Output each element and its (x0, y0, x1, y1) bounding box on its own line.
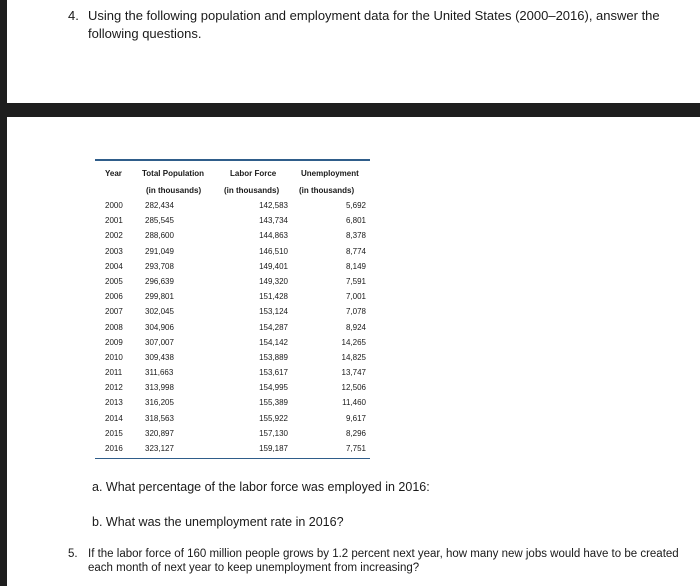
cell-year: 2005 (105, 276, 123, 286)
question-4 (68, 7, 678, 43)
header-population: Total Population (142, 169, 205, 178)
cell-population: 320,897 (145, 428, 174, 438)
cell-unemployment: 8,296 (345, 428, 366, 438)
table-row (95, 321, 370, 336)
question-4-text: Using the following population and employment data for the United States (2000–2016), answer the following questions. (88, 8, 660, 41)
cell-population: 318,563 (145, 413, 174, 423)
cell-labor-force: 153,617 (259, 368, 288, 378)
cell-year: 2004 (105, 261, 123, 271)
cell-population: 291,049 (145, 246, 174, 256)
cell-labor-force: 159,187 (259, 444, 288, 453)
cell-labor-force: 142,583 (259, 201, 288, 210)
table-row (95, 366, 370, 381)
cell-unemployment: 8,149 (345, 261, 366, 271)
cell-labor-force: 149,320 (259, 276, 288, 286)
cell-population: 307,007 (145, 337, 174, 347)
cell-labor-force: 153,889 (259, 352, 288, 362)
cell-year: 2000 (105, 201, 123, 210)
cell-unemployment: 14,265 (341, 337, 366, 347)
cell-labor-force: 154,995 (259, 383, 288, 393)
table-row (95, 290, 370, 305)
question-a: a. What percentage of the labor force was employed in 2016: (92, 480, 430, 494)
cell-year: 2015 (105, 428, 123, 438)
cell-year: 2009 (105, 337, 123, 347)
cell-year: 2001 (105, 216, 123, 226)
cell-unemployment: 7,591 (345, 276, 366, 286)
header-labor-unit: (in thousands) (224, 186, 280, 195)
cell-labor-force: 154,142 (259, 337, 288, 347)
question-5-number: 5. (68, 548, 78, 560)
cell-year: 2002 (105, 231, 123, 241)
cell-year: 2011 (105, 368, 123, 378)
cell-population: 288,600 (145, 231, 174, 241)
cell-labor-force: 157,130 (259, 428, 288, 438)
cell-labor-force: 146,510 (259, 246, 288, 256)
cell-unemployment: 6,801 (345, 216, 366, 226)
cell-year: 2016 (105, 444, 123, 453)
cell-year: 2006 (105, 292, 123, 302)
cell-year: 2007 (105, 307, 123, 317)
table-row (95, 199, 370, 214)
table-row (95, 351, 370, 366)
table-row (95, 229, 370, 244)
cell-unemployment: 14,825 (341, 352, 366, 362)
cell-labor-force: 151,428 (259, 292, 288, 302)
cell-population: 304,906 (145, 322, 174, 332)
cell-population: 299,801 (145, 292, 174, 302)
cell-unemployment: 11,460 (342, 398, 366, 408)
table-row (95, 305, 370, 320)
cell-unemployment: 7,751 (345, 444, 366, 453)
cell-year: 2010 (105, 352, 123, 362)
cell-year: 2012 (105, 383, 123, 393)
separator-band (0, 103, 700, 117)
table-row (95, 336, 370, 351)
header-year: Year (105, 169, 122, 178)
table-row (95, 427, 370, 442)
cell-unemployment: 12,506 (341, 383, 366, 393)
table-top-rule (95, 159, 370, 161)
cell-population: 282,434 (145, 201, 174, 210)
cell-population: 313,998 (145, 383, 174, 393)
cell-unemployment: 7,001 (345, 292, 366, 302)
question-5 (68, 547, 688, 575)
table-row (95, 381, 370, 396)
data-table (95, 199, 370, 457)
cell-year: 2014 (105, 413, 123, 423)
cell-labor-force: 143,734 (259, 216, 288, 226)
cell-unemployment: 8,774 (345, 246, 366, 256)
table-row (95, 412, 370, 427)
cell-unemployment: 9,617 (345, 413, 366, 423)
cell-population: 316,205 (145, 398, 174, 408)
cell-labor-force: 144,863 (259, 231, 288, 241)
cell-unemployment: 8,924 (345, 322, 366, 332)
cell-population: 323,127 (145, 444, 174, 453)
cell-labor-force: 155,389 (259, 398, 288, 408)
table-row (95, 214, 370, 229)
header-labor: Labor Force (230, 169, 277, 178)
cell-year: 2013 (105, 398, 123, 408)
cell-population: 302,045 (145, 307, 174, 317)
cell-population: 311,663 (145, 368, 174, 378)
cell-unemployment: 5,692 (345, 201, 366, 210)
cell-labor-force: 153,124 (259, 307, 288, 317)
cell-labor-force: 149,401 (259, 261, 288, 271)
cell-population: 296,639 (145, 276, 174, 286)
cell-unemployment: 13,747 (341, 368, 366, 378)
table-row (95, 442, 370, 457)
cell-population: 309,438 (145, 352, 174, 362)
cell-labor-force: 154,287 (259, 322, 288, 332)
header-unemployment-unit: (in thousands) (299, 186, 355, 195)
question-5-text: If the labor force of 160 million people grows by 1.2 percent next year, how many new jobs would have to be created each month of next year to keep unemployment from increasing? (88, 548, 679, 574)
cell-population: 285,545 (145, 216, 174, 226)
table-row (95, 275, 370, 290)
cell-year: 2003 (105, 246, 123, 256)
cell-unemployment: 7,078 (345, 307, 366, 317)
left-edge-bar (0, 0, 7, 586)
cell-year: 2008 (105, 322, 123, 332)
header-population-unit: (in thousands) (146, 186, 202, 195)
cell-population: 293,708 (145, 261, 174, 271)
table-row (95, 396, 370, 411)
header-unemployment: Unemployment (301, 169, 359, 178)
table-row (95, 260, 370, 275)
table-bottom-rule (95, 458, 370, 459)
question-4-number: 4. (68, 8, 79, 23)
cell-labor-force: 155,922 (259, 413, 288, 423)
question-b: b. What was the unemployment rate in 2016? (92, 515, 344, 529)
cell-unemployment: 8,378 (345, 231, 366, 241)
table-row (95, 245, 370, 260)
